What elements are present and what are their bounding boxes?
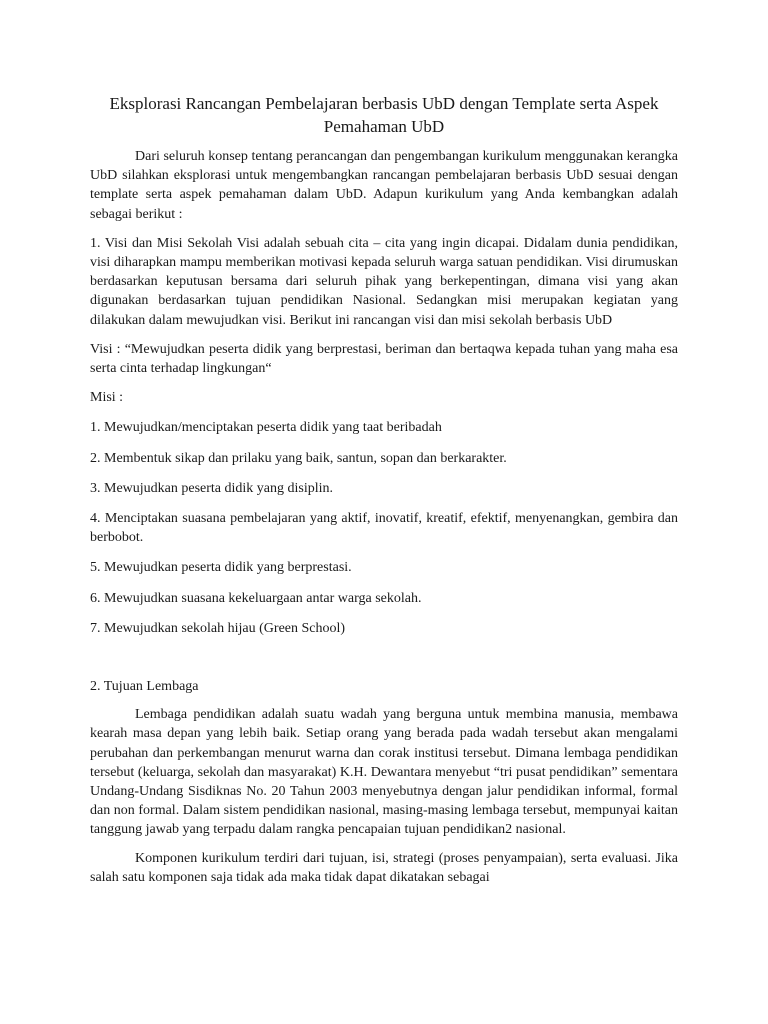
misi-label: Misi : — [90, 390, 124, 406]
section-tujuan-heading: 2. Tujuan Lembaga — [90, 679, 199, 695]
section-visi-misi-paragraph: 1. Visi dan Misi Sekolah Visi adalah sebuah cita – cita yang ingin dicapai. Didalam dunia pendidikan, visi diharapkan mampu memberikan motivasi kepada seluruh warga satuan pendidikan. Visi dirumuskan berdasarkan keputusan bersama dari seluruh pihak yang berkepentingan, dimana visi yang akan digunakan berdasarkan tujuan pendidikan Nasional. Sedangkan misi merupakan kegiatan yang dilakukan dalam mewujudkan visi. Berikut ini rancangan visi dan misi sekolah berbasis UbD — [90, 235, 678, 328]
tujuan-paragraph-1: Lembaga pendidikan adalah suatu wadah yang berguna untuk membina manusia, membawa kearah masa depan yang lebih baik. Setiap orang yang berada pada wadah tersebut akan mengalami perubahan dan perkembangan menurut warna dan corak institusi tersebut. Dimana lembaga pendidikan tersebut (keluarga, sekolah dan masyarakat) K.H. Dewantara menyebut “tri pusat pendidikan” sementara Undang-Undang Sisdiknas No. 20 Tahun 2003 menyebutnya dengan jalur pendidikan informal, formal dan non formal. Dalam sistem pendidikan nasional, masing-masing lembaga tersebut, mempunyai kaitan tanggung jawab yang terpadu dalam rangka pencapaian tujuan pendidikan2 nasional. — [90, 707, 678, 838]
misi-item: 3. Mewujudkan peserta didik yang disiplin. — [90, 480, 334, 496]
tujuan-paragraph-2: Komponen kurikulum terdiri dari tujuan, isi, strategi (proses penyampaian), serta evaluasi. Jika salah satu komponen saja tidak ada maka tidak dapat dikatakan sebagai — [90, 850, 678, 885]
misi-item: 2. Membentuk sikap dan prilaku yang baik, santun, sopan dan berkarakter. — [90, 450, 507, 466]
misi-item: 7. Mewujudkan sekolah hijau (Green School) — [90, 620, 346, 636]
misi-item: 6. Mewujudkan suasana kekeluargaan antar warga sekolah. — [90, 590, 422, 606]
misi-item: 1. Mewujudkan/menciptakan peserta didik yang taat beribadah — [90, 420, 442, 436]
document-title: Eksplorasi Rancangan Pembelajaran berbasis UbD dengan Template serta Aspek Pemahaman UbD — [109, 94, 659, 136]
misi-item: 5. Mewujudkan peserta didik yang berprestasi. — [90, 560, 352, 576]
visi-statement: Visi : “Mewujudkan peserta didik yang berprestasi, beriman dan bertaqwa kepada tuhan yang maha esa serta cinta terhadap lingkungan“ — [90, 341, 678, 377]
intro-paragraph: Dari seluruh konsep tentang perancangan dan pengembangan kurikulum menggunakan kerangka UbD silahkan eksplorasi untuk mengembangkan rancangan pembelajaran berbasis UbD sesuai dengan template serta aspek pemahaman dalam UbD. Adapun kurikulum yang Anda kembangkan adalah sebagai berikut : — [90, 149, 678, 222]
misi-item: 4. Menciptakan suasana pembelajaran yang aktif, inovatif, kreatif, efektif, menyenangkan, gembira dan berbobot. — [90, 511, 678, 546]
